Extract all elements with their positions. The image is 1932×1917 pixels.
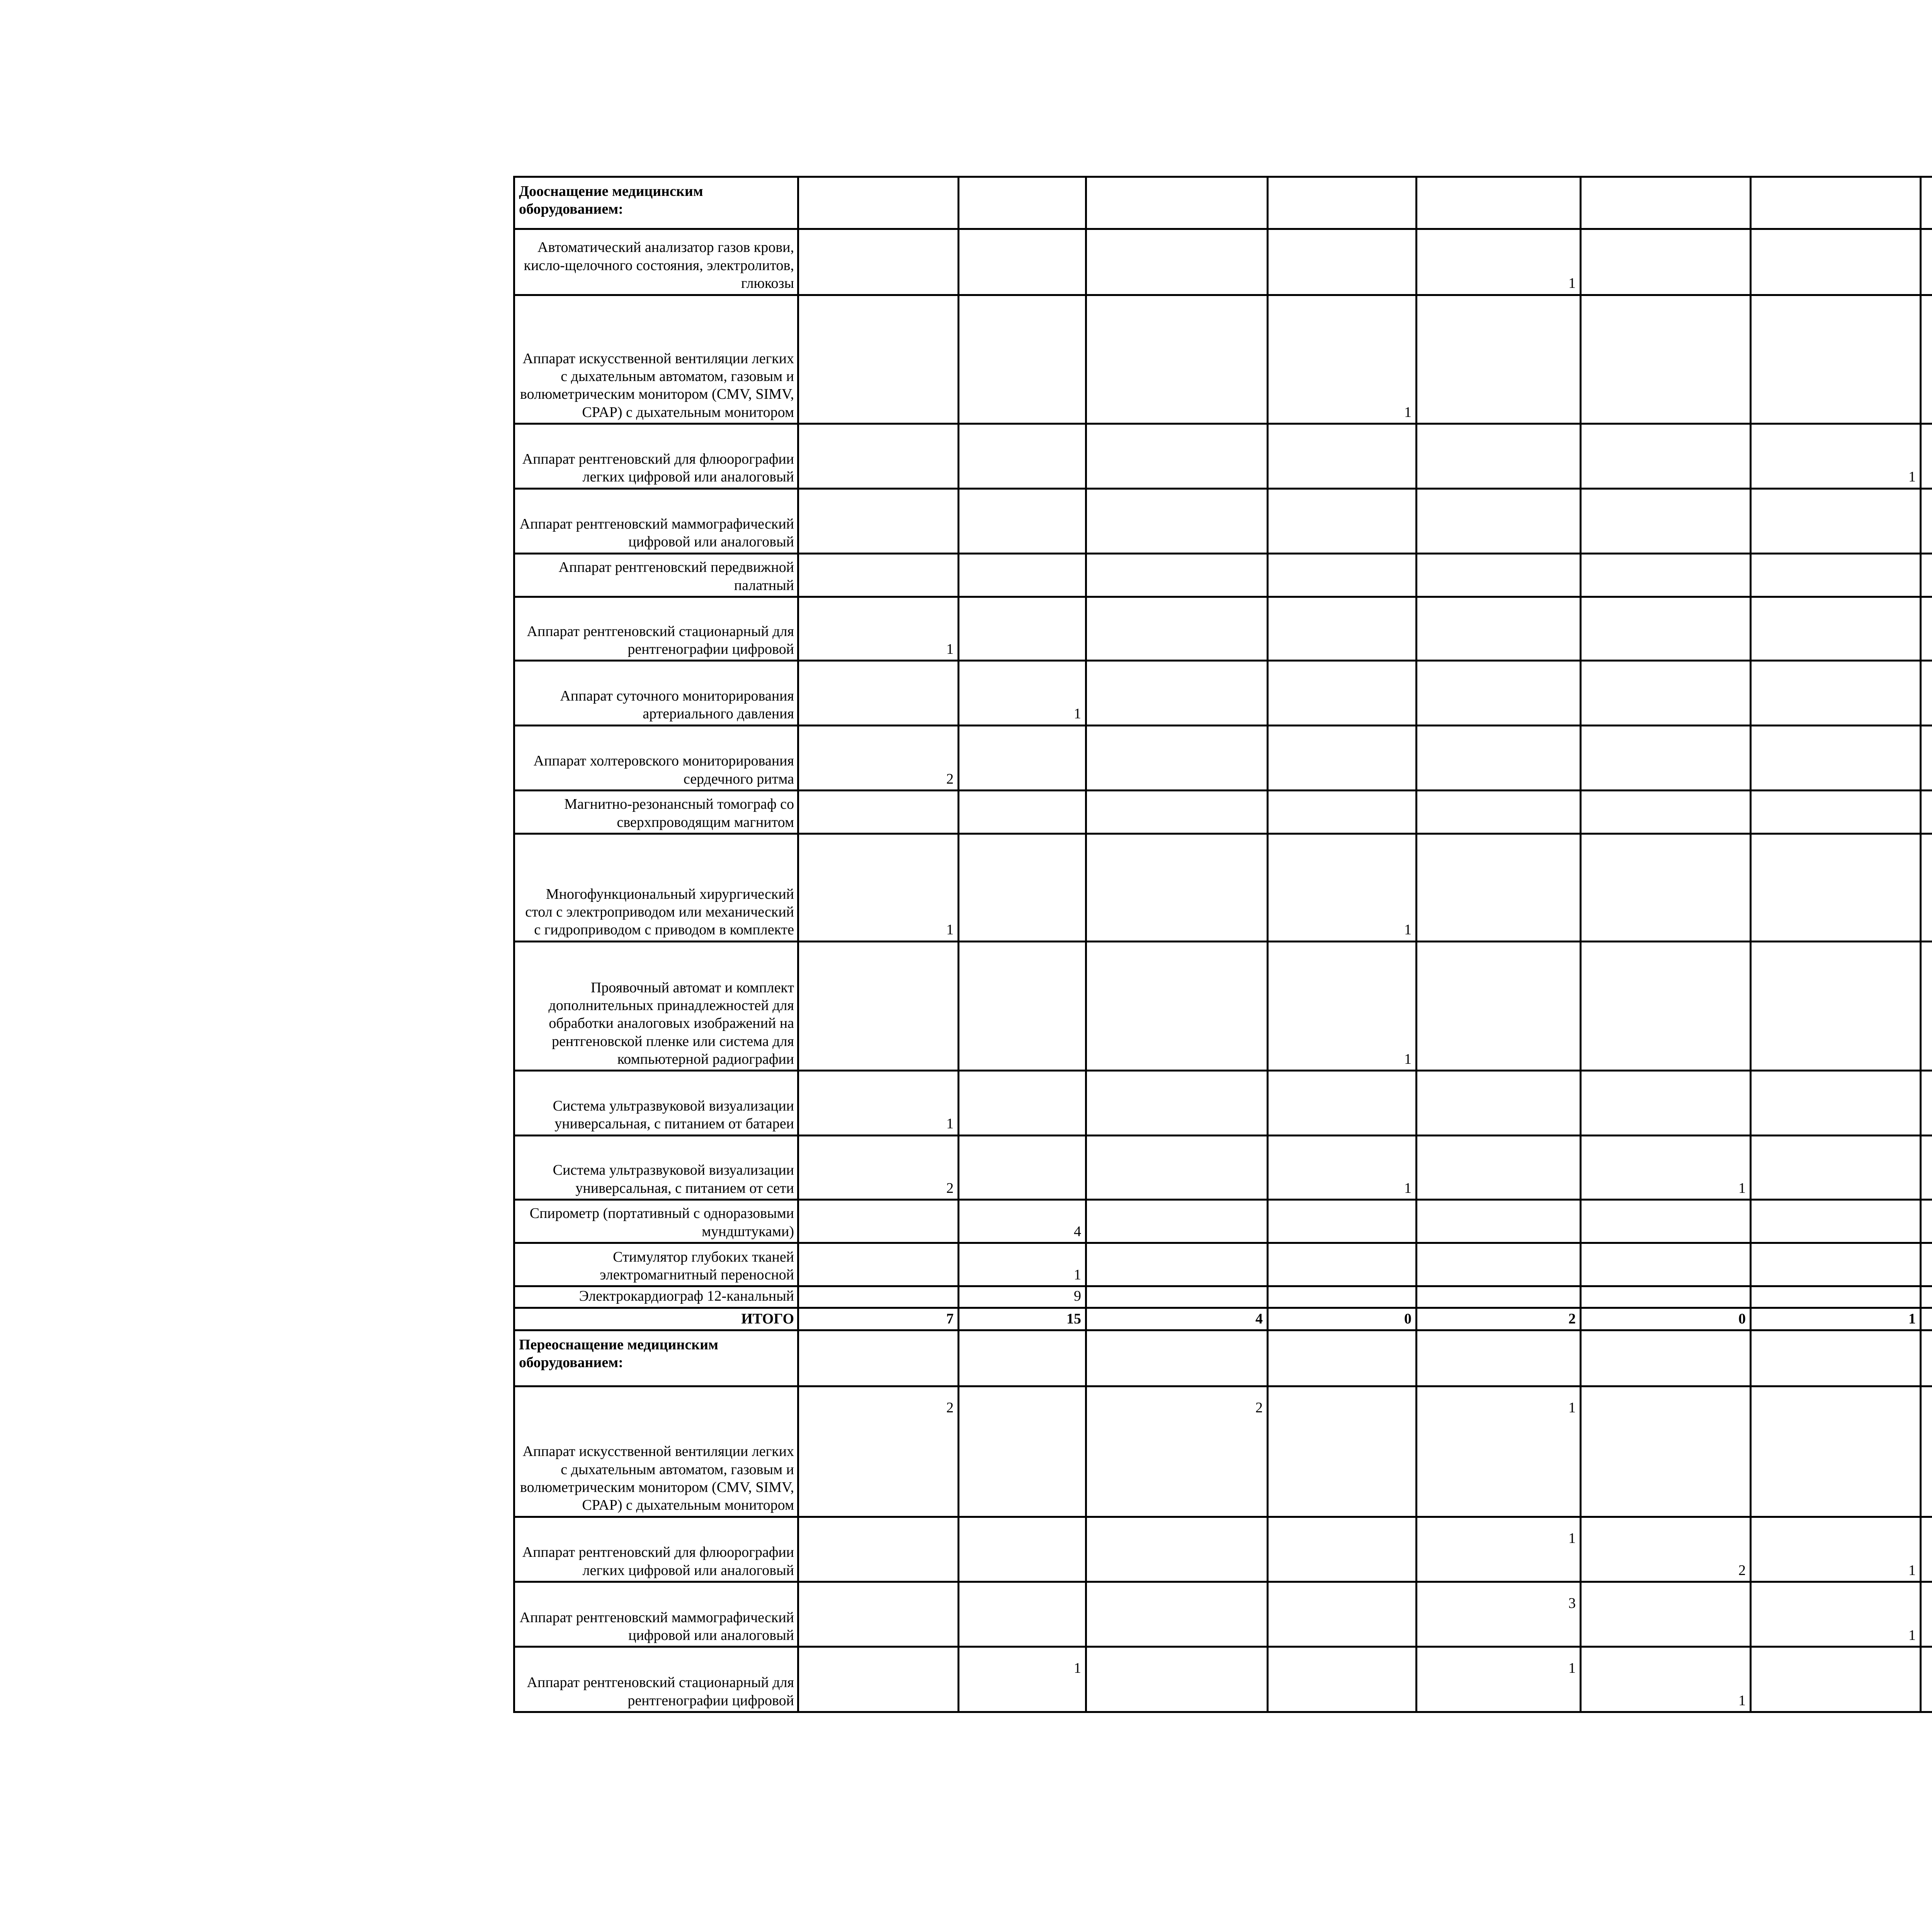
value-cell: [1086, 295, 1268, 424]
value-cell: [1581, 177, 1751, 229]
value-cell: [1921, 424, 1932, 488]
value-cell: [1921, 1386, 1932, 1517]
value-cell: [1268, 229, 1417, 295]
value-cell: [959, 553, 1086, 597]
equipment-name: Аппарат рентгеновский стационарный для рентгенографии цифровой: [514, 597, 798, 661]
value-cell: [1921, 229, 1932, 295]
value-cell: 2: [798, 725, 959, 790]
value-cell: [1751, 1243, 1921, 1286]
value-cell: [798, 295, 959, 424]
value-cell: [1417, 424, 1581, 488]
value-cell: [1581, 597, 1751, 661]
value-cell: [1268, 1386, 1417, 1517]
value-cell: 2: [798, 1135, 959, 1199]
table-row: [514, 229, 1932, 295]
equipment-name: Аппарат рентгеновский передвижной палатный: [514, 553, 798, 597]
value-cell: 2: [1581, 1517, 1751, 1582]
value-cell: [1086, 1517, 1268, 1582]
value-cell: [1086, 1071, 1268, 1135]
value-cell: [1581, 790, 1751, 833]
value-cell: 1: [959, 1243, 1086, 1286]
value-cell: [1417, 295, 1581, 424]
value-cell: [1751, 1286, 1921, 1308]
value-cell: [1417, 1286, 1581, 1308]
value-cell: 1: [1417, 1647, 1581, 1712]
value-cell: [1086, 553, 1268, 597]
value-cell: [798, 1199, 959, 1243]
value-cell: [798, 1243, 959, 1286]
value-cell: [1417, 597, 1581, 661]
value-cell: 3: [1417, 1582, 1581, 1647]
value-cell: [1581, 1330, 1751, 1386]
value-cell: [1417, 1071, 1581, 1135]
value-cell: [1921, 1243, 1932, 1286]
table-row: [514, 1386, 1932, 1517]
value-cell: [959, 1517, 1086, 1582]
value-cell: [1086, 1135, 1268, 1199]
value-cell: 9: [959, 1286, 1086, 1308]
total-value-cell: 1: [1751, 1308, 1921, 1330]
value-cell: [1268, 424, 1417, 488]
value-cell: [1086, 725, 1268, 790]
equipment-table-body: [514, 177, 1932, 1712]
value-cell: [1921, 1199, 1932, 1243]
value-cell: [1581, 941, 1751, 1071]
value-cell: [959, 1071, 1086, 1135]
value-cell: [1581, 424, 1751, 488]
value-cell: [1581, 834, 1751, 942]
table-row: [514, 941, 1932, 1071]
value-cell: [1581, 725, 1751, 790]
value-cell: [1921, 1135, 1932, 1199]
equipment-name: Магнитно-резонансный томограф со сверхпроводящим магнитом: [514, 790, 798, 833]
value-cell: [1751, 661, 1921, 725]
value-cell: 1: [1268, 1135, 1417, 1199]
value-cell: [798, 1582, 959, 1647]
value-cell: [1921, 725, 1932, 790]
value-cell: [1751, 790, 1921, 833]
value-cell: 1: [1581, 1647, 1751, 1712]
section-title: Дооснащение медицинским оборудованием:: [514, 177, 798, 229]
equipment-name: Спирометр (портативный с одноразовыми мундштуками): [514, 1199, 798, 1243]
total-row: [514, 1308, 1932, 1330]
value-cell: [1268, 1199, 1417, 1243]
value-cell: [1921, 790, 1932, 833]
value-cell: [1921, 1582, 1932, 1647]
value-cell: [798, 1286, 959, 1308]
equipment-name: Система ультразвуковой визуализации универсальная, с питанием от батареи: [514, 1071, 798, 1135]
value-cell: [959, 488, 1086, 553]
equipment-name: Многофункциональный хирургический стол с электроприводом или механический с гидроприводом с приводом в комплекте: [514, 834, 798, 942]
value-cell: [798, 790, 959, 833]
value-cell: [1268, 488, 1417, 553]
value-cell: [959, 1582, 1086, 1647]
value-cell: [1921, 1517, 1932, 1582]
value-cell: [1581, 1582, 1751, 1647]
value-cell: [959, 941, 1086, 1071]
value-cell: [959, 177, 1086, 229]
equipment-name: Аппарат искусственной вентиляции легких с дыхательным автоматом, газовым и волюметрическим монитором (CMV, SIMV, CPAP) с дыхательным монитором: [514, 295, 798, 424]
value-cell: [1581, 1243, 1751, 1286]
value-cell: [1581, 1199, 1751, 1243]
value-cell: [1268, 1517, 1417, 1582]
value-cell: [1751, 553, 1921, 597]
value-cell: 1: [959, 661, 1086, 725]
value-cell: [959, 725, 1086, 790]
value-cell: [1921, 661, 1932, 725]
table-row: [514, 1071, 1932, 1135]
value-cell: [1751, 177, 1921, 229]
table-row: [514, 834, 1932, 942]
value-cell: [798, 661, 959, 725]
value-cell: [1581, 229, 1751, 295]
value-cell: [1417, 725, 1581, 790]
equipment-table: [513, 176, 1932, 1713]
value-cell: [798, 941, 959, 1071]
value-cell: [1921, 597, 1932, 661]
value-cell: [959, 1330, 1086, 1386]
equipment-name: Аппарат рентгеновский для флюорографии легких цифровой или аналоговый: [514, 424, 798, 488]
equipment-name: Аппарат рентгеновский маммографический цифровой или аналоговый: [514, 1582, 798, 1647]
value-cell: [1921, 1071, 1932, 1135]
value-cell: [798, 553, 959, 597]
value-cell: [1086, 229, 1268, 295]
value-cell: [959, 1135, 1086, 1199]
value-cell: [1417, 661, 1581, 725]
value-cell: [1751, 941, 1921, 1071]
value-cell: [1921, 488, 1932, 553]
total-value-cell: 4: [1086, 1308, 1268, 1330]
value-cell: [1751, 1199, 1921, 1243]
table-row: [514, 1582, 1932, 1647]
value-cell: [1581, 1286, 1751, 1308]
table-row: [514, 1517, 1932, 1582]
value-cell: [1086, 1286, 1268, 1308]
value-cell: 1: [1581, 1135, 1751, 1199]
value-cell: [1751, 1330, 1921, 1386]
value-cell: [798, 1517, 959, 1582]
value-cell: [1921, 834, 1932, 942]
value-cell: [1921, 1286, 1932, 1308]
value-cell: [1268, 725, 1417, 790]
table-row: [514, 424, 1932, 488]
value-cell: [1751, 488, 1921, 553]
value-cell: [1417, 177, 1581, 229]
value-cell: [1581, 1071, 1751, 1135]
value-cell: [1751, 229, 1921, 295]
value-cell: 1: [1417, 1386, 1581, 1517]
value-cell: [798, 1330, 959, 1386]
table-row: [514, 1286, 1932, 1308]
value-cell: [798, 424, 959, 488]
value-cell: [1268, 597, 1417, 661]
value-cell: [1417, 1135, 1581, 1199]
value-cell: [1921, 553, 1932, 597]
value-cell: [1268, 790, 1417, 833]
table-row: [514, 488, 1932, 553]
value-cell: [1086, 488, 1268, 553]
value-cell: [1268, 1647, 1417, 1712]
equipment-name: Система ультразвуковой визуализации универсальная, с питанием от сети: [514, 1135, 798, 1199]
value-cell: [1268, 1582, 1417, 1647]
table-row: [514, 790, 1932, 833]
value-cell: [1086, 1582, 1268, 1647]
total-value-cell: 2: [1417, 1308, 1581, 1330]
total-value-cell: 0: [1268, 1308, 1417, 1330]
value-cell: [1751, 725, 1921, 790]
value-cell: [1751, 295, 1921, 424]
value-cell: [1921, 177, 1932, 229]
value-cell: 1: [1268, 295, 1417, 424]
value-cell: [1581, 295, 1751, 424]
value-cell: [1417, 834, 1581, 942]
value-cell: 1: [1268, 834, 1417, 942]
value-cell: [1751, 1647, 1921, 1712]
value-cell: [1921, 295, 1932, 424]
table-row: [514, 553, 1932, 597]
value-cell: [1581, 1386, 1751, 1517]
value-cell: [1086, 424, 1268, 488]
value-cell: [1581, 553, 1751, 597]
value-cell: [1086, 1330, 1268, 1386]
table-row: [514, 661, 1932, 725]
total-value-cell: 15: [959, 1308, 1086, 1330]
table-row: [514, 295, 1932, 424]
value-cell: [1086, 834, 1268, 942]
value-cell: [1417, 1330, 1581, 1386]
value-cell: [1086, 177, 1268, 229]
value-cell: [798, 488, 959, 553]
value-cell: [1751, 1071, 1921, 1135]
value-cell: [1268, 1330, 1417, 1386]
value-cell: 1: [798, 1071, 959, 1135]
value-cell: [1921, 1330, 1932, 1386]
equipment-name: Аппарат холтеровского мониторирования сердечного ритма: [514, 725, 798, 790]
table-row: [514, 725, 1932, 790]
value-cell: [1086, 1199, 1268, 1243]
value-cell: [1417, 488, 1581, 553]
value-cell: 1: [1417, 229, 1581, 295]
value-cell: [1751, 1135, 1921, 1199]
section-title: Переоснащение медицинским оборудованием:: [514, 1330, 798, 1386]
value-cell: 1: [1751, 424, 1921, 488]
value-cell: [1086, 597, 1268, 661]
value-cell: [1268, 1243, 1417, 1286]
value-cell: [1921, 941, 1932, 1071]
value-cell: [959, 229, 1086, 295]
value-cell: [1581, 661, 1751, 725]
value-cell: 1: [1417, 1517, 1581, 1582]
total-value-cell: 0: [1581, 1308, 1751, 1330]
table-row: [514, 1199, 1932, 1243]
value-cell: [798, 177, 959, 229]
value-cell: [1086, 790, 1268, 833]
value-cell: 1: [1751, 1517, 1921, 1582]
equipment-name: Аппарат рентгеновский стационарный для рентгенографии цифровой: [514, 1647, 798, 1712]
equipment-name: Автоматический анализатор газов крови, кисло-щелочного состояния, электролитов, глюкозы: [514, 229, 798, 295]
equipment-name: Стимулятор глубоких тканей электромагнитный переносной: [514, 1243, 798, 1286]
value-cell: [959, 790, 1086, 833]
value-cell: 2: [1086, 1386, 1268, 1517]
value-cell: [1086, 941, 1268, 1071]
value-cell: [959, 1386, 1086, 1517]
value-cell: 1: [959, 1647, 1086, 1712]
equipment-name: Электрокардиограф 12-канальный: [514, 1286, 798, 1308]
total-value-cell: 7: [798, 1308, 959, 1330]
table-row: [514, 1647, 1932, 1712]
value-cell: [1417, 1243, 1581, 1286]
total-value-cell: [1921, 1308, 1932, 1330]
equipment-name: Аппарат искусственной вентиляции легких с дыхательным автоматом, газовым и волюметрическим монитором (CMV, SIMV, CPAP) с дыхательным монитором: [514, 1386, 798, 1517]
value-cell: [1268, 661, 1417, 725]
value-cell: 1: [1751, 1582, 1921, 1647]
equipment-name: Аппарат суточного мониторирования артериального давления: [514, 661, 798, 725]
total-label: ИТОГО: [514, 1308, 798, 1330]
value-cell: 4: [959, 1199, 1086, 1243]
value-cell: [1417, 1199, 1581, 1243]
value-cell: [1268, 553, 1417, 597]
value-cell: [1417, 941, 1581, 1071]
value-cell: [1751, 597, 1921, 661]
value-cell: [959, 424, 1086, 488]
value-cell: [798, 229, 959, 295]
value-cell: [1751, 834, 1921, 942]
equipment-name: Аппарат рентгеновский для флюорографии легких цифровой или аналоговый: [514, 1517, 798, 1582]
value-cell: 1: [798, 597, 959, 661]
value-cell: [1417, 790, 1581, 833]
equipment-name: Проявочный автомат и комплект дополнительных принадлежностей для обработки аналоговых изображений на рентгеновской пленке или система для компьютерной радиографии: [514, 941, 798, 1071]
value-cell: [1086, 1243, 1268, 1286]
value-cell: [959, 597, 1086, 661]
value-cell: [798, 1647, 959, 1712]
section-header-row: [514, 177, 1932, 229]
value-cell: 1: [798, 834, 959, 942]
table-row: [514, 597, 1932, 661]
table-row: [514, 1243, 1932, 1286]
value-cell: [1268, 1286, 1417, 1308]
value-cell: [959, 834, 1086, 942]
value-cell: [1751, 1386, 1921, 1517]
value-cell: [959, 295, 1086, 424]
value-cell: [1086, 661, 1268, 725]
section-header-row: [514, 1330, 1932, 1386]
equipment-name: Аппарат рентгеновский маммографический цифровой или аналоговый: [514, 488, 798, 553]
value-cell: [1581, 488, 1751, 553]
value-cell: [1417, 553, 1581, 597]
value-cell: [1268, 177, 1417, 229]
value-cell: [1086, 1647, 1268, 1712]
table-row: [514, 1135, 1932, 1199]
value-cell: [1921, 1647, 1932, 1712]
value-cell: 1: [1268, 941, 1417, 1071]
value-cell: 2: [798, 1386, 959, 1517]
value-cell: [1268, 1071, 1417, 1135]
